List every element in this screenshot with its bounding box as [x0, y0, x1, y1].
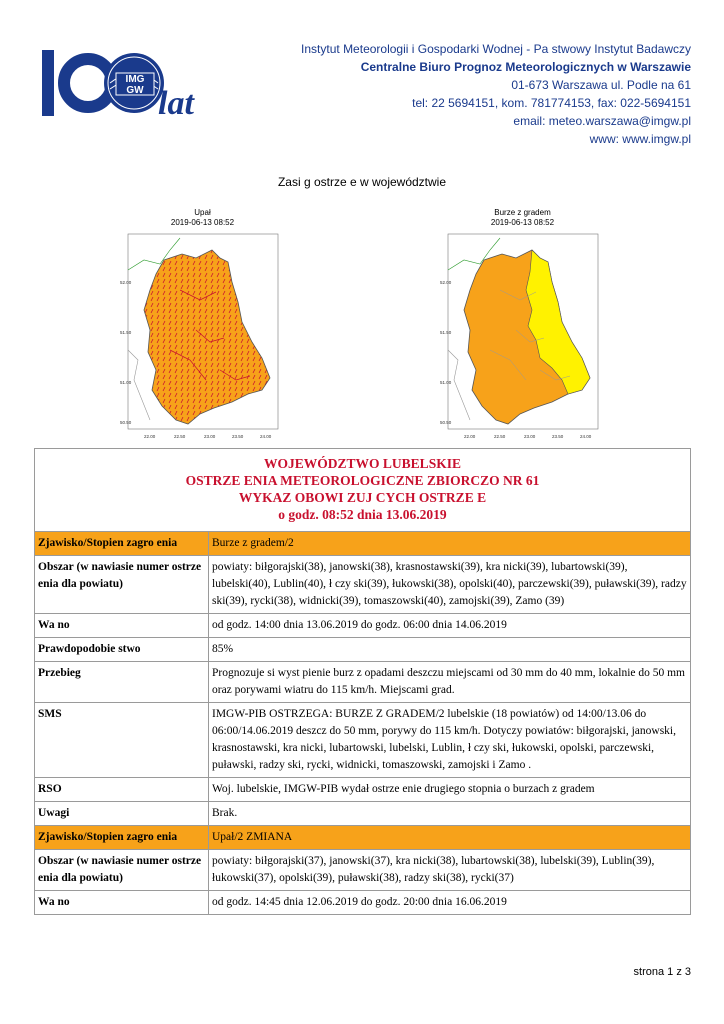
- row-value: od godz. 14:00 dnia 13.06.2019 do godz. 06:00 dnia 14.06.2019: [209, 614, 691, 638]
- address: 01-673 Warszawa ul. Podle na 61: [511, 78, 691, 92]
- lon-label: 22.00: [464, 434, 476, 439]
- lat-label: 52.00: [440, 280, 452, 285]
- map-storm-title: Burze z gradem: [494, 208, 551, 217]
- row-label: Zjawisko/Stopien zagro enia: [35, 532, 209, 556]
- warnings-table: [34, 448, 691, 915]
- lon-label: 22.50: [174, 434, 186, 439]
- row-value: od godz. 14:45 dnia 12.06.2019 do godz. 20:00 dnia 16.06.2019: [209, 891, 691, 915]
- logo-badge-top: IMG: [125, 74, 145, 85]
- row-label: Przebieg: [35, 662, 209, 703]
- page-subtitle: Zasi g ostrze e w województwie: [277, 175, 447, 189]
- table-row: [35, 826, 691, 850]
- lon-label: 22.50: [494, 434, 506, 439]
- row-value: Burze z gradem/2: [209, 532, 691, 556]
- institute-contact-block: [301, 40, 691, 148]
- row-label: Obszar (w nawiasie numer ostrze enia dla powiatu): [35, 850, 209, 891]
- table-row: [35, 532, 691, 556]
- lon-label: 23.50: [232, 434, 244, 439]
- row-value: 85%: [209, 638, 691, 662]
- table-row: [35, 556, 691, 614]
- phone: tel: 22 5694151, kom. 781774153, fax: 022-5694151: [412, 96, 691, 110]
- lon-label: 23.00: [524, 434, 536, 439]
- institute-name: Instytut Meteorologii i Gospodarki Wodnej - Pa stwowy Instytut Badawczy: [301, 42, 691, 56]
- map-heat-date: 2019-06-13 08:52: [170, 218, 235, 227]
- table-row: [35, 638, 691, 662]
- table-row: [35, 778, 691, 802]
- imgw-100-lat-logo: [38, 44, 218, 124]
- row-label: SMS: [35, 703, 209, 778]
- lat-label: 50.50: [440, 420, 452, 425]
- map-heat-image: [120, 230, 285, 445]
- map-thunderstorm: [440, 208, 605, 445]
- map-heat: [120, 208, 285, 445]
- table-row: [35, 662, 691, 703]
- title-line: WYKAZ OBOWI ZUJ CYCH OSTRZE E: [238, 490, 487, 505]
- table-title: [35, 449, 691, 532]
- map-storm-image: [440, 230, 605, 445]
- row-value: Woj. lubelskie, IMGW-PIB wydał ostrze enie drugiego stopnia o burzach z gradem: [209, 778, 691, 802]
- lat-label: 51.50: [440, 330, 452, 335]
- row-value: powiaty: biłgorajski(37), janowski(37), kra nicki(38), lubartowski(38), lubelski(39), Lublin(39), łukowski(37), opolski(39), puławski(38), radzy ski(38), rycki(37): [209, 850, 691, 891]
- row-label: Zjawisko/Stopien zagro enia: [35, 826, 209, 850]
- lat-label: 51.00: [120, 380, 132, 385]
- title-line: OSTRZE ENIA METEOROLOGICZNE ZBIORCZO NR 61: [185, 473, 540, 488]
- row-label: Obszar (w nawiasie numer ostrze enia dla powiatu): [35, 556, 209, 614]
- page-number: strona 1 z 3: [633, 966, 691, 978]
- row-label: Uwagi: [35, 802, 209, 826]
- row-label: RSO: [35, 778, 209, 802]
- row-value: powiaty: biłgorajski(38), janowski(38), krasnostawski(39), kra nicki(39), lubartowski(39), lubelski(40), Lublin(40), ł czy ski(39), łukowski(38), opolski(40), parczewski(39), puławski(39), radzy ski(39), rycki(38), widnicki(39), tomaszowski(40), zamojski(39), Zamo (39): [209, 556, 691, 614]
- row-label: Wa no: [35, 614, 209, 638]
- row-value: IMGW-PIB OSTRZEGA: BURZE Z GRADEM/2 lubelskie (18 powiatów) od 14:00/13.06 do 06:00/14.06.2019 deszcz do 50 mm, porywy do 115 km/h. Dotyczy powiatów: biłgorajski, janowski, krasnostawski, kra nicki, lubartowski, lubelski, Lublin, ł czy ski, łukowski, opolski, parczewski, puławski, radzy ski, rycki, widnicki, tomaszowski, zamojski i Zamo .: [209, 703, 691, 778]
- lon-label: 22.00: [144, 434, 156, 439]
- logo-lat-word: lat: [158, 85, 194, 122]
- map-heat-title: Upał: [194, 208, 211, 217]
- table-row: [35, 850, 691, 891]
- email-link[interactable]: email: meteo.warszawa@imgw.pl: [513, 114, 691, 128]
- table-row: [35, 891, 691, 915]
- table-row: [35, 703, 691, 778]
- lat-label: 51.50: [120, 330, 132, 335]
- bureau-name: Centralne Biuro Prognoz Meteorologicznych w Warszawie: [360, 60, 691, 74]
- row-value: Brak.: [209, 802, 691, 826]
- row-value: Upał/2 ZMIANA: [209, 826, 691, 850]
- lon-label: 24.00: [260, 434, 272, 439]
- title-line: WOJEWÓDZTWO LUBELSKIE: [264, 456, 461, 471]
- map-storm-date: 2019-06-13 08:52: [490, 218, 555, 227]
- table-title-row: [35, 449, 691, 532]
- lat-label: 52.00: [120, 280, 132, 285]
- logo-badge-bottom: GW: [126, 85, 144, 96]
- row-label: Wa no: [35, 891, 209, 915]
- lon-label: 23.50: [552, 434, 564, 439]
- table-row: [35, 802, 691, 826]
- row-label: Prawdopodobie stwo: [35, 638, 209, 662]
- title-line: o godz. 08:52 dnia 13.06.2019: [278, 507, 447, 522]
- table-row: [35, 614, 691, 638]
- lon-label: 23.00: [204, 434, 216, 439]
- row-value: Prognozuje si wyst pienie burz z opadami deszczu miejscami od 30 mm do 40 mm, lokalnie do 50 mm oraz porywami wiatru do 115 km/h. Miejscami grad.: [209, 662, 691, 703]
- lon-label: 24.00: [580, 434, 592, 439]
- lat-label: 51.00: [440, 380, 452, 385]
- website-link[interactable]: www: www.imgw.pl: [589, 132, 691, 146]
- lat-label: 50.50: [120, 420, 132, 425]
